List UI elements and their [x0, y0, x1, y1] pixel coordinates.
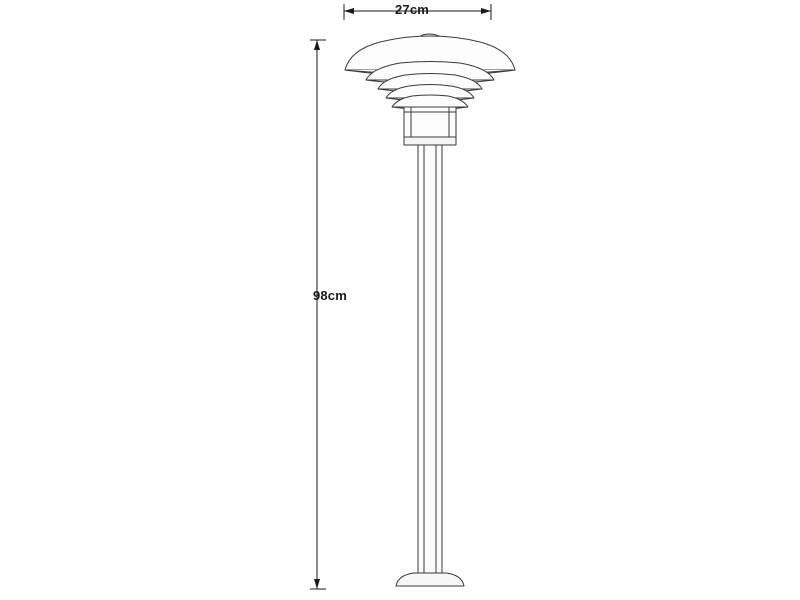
height-dimension-label: 98cm — [312, 288, 347, 303]
post-tube — [418, 145, 442, 573]
lamp-housing — [404, 107, 456, 145]
height-dimension-line — [310, 40, 326, 589]
lamp-outline — [345, 34, 515, 586]
base-plate — [396, 573, 464, 586]
width-dimension-label: 27cm — [395, 2, 430, 17]
middle-louvre-rings — [366, 62, 494, 110]
